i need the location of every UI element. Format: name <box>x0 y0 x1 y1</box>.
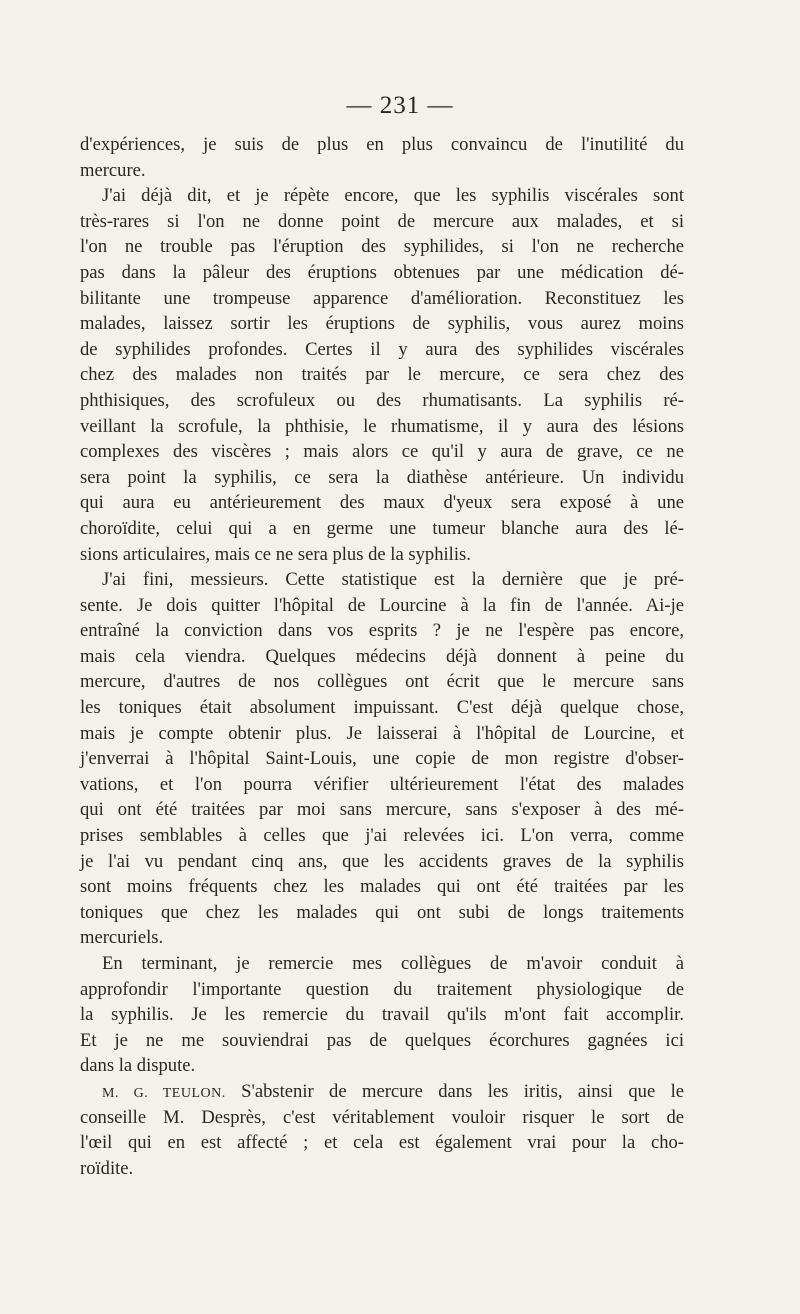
text-line: toniques que chez les malades qui ont subi de longs traitements <box>80 901 684 923</box>
text-line: entraîné la conviction dans vos esprits ? je ne l'espère pas encore, <box>80 620 684 642</box>
text-line: qui ont été traitées par moi sans mercure, sans s'exposer à des mé- <box>80 799 684 821</box>
page-number: — 231 — <box>346 92 454 119</box>
text-line: les toniques était absolument impuissant. C'est déjà quelque chose, <box>80 697 684 719</box>
text-line: l'on ne trouble pas l'éruption des syphilides, si l'on ne recherche <box>80 236 684 258</box>
text-line: dans la dispute. <box>80 1055 196 1077</box>
text-line: Et je ne me souviendrai pas de quelques écorchures gagnées ici <box>80 1029 684 1051</box>
text-line: vations, et l'on pourra vérifier ultérieurement l'état des malades <box>80 773 684 795</box>
text-line: de syphilides profondes. Certes il y aura des syphilides viscérales <box>80 338 684 360</box>
text-line: mercuriels. <box>80 927 164 949</box>
text-line: mercure, d'autres de nos collègues ont écrit que le mercure sans <box>80 671 684 693</box>
text-line: d'expériences, je suis de plus en plus convaincu de l'inutilité du <box>80 134 684 155</box>
text-line: prises semblables à celles que j'ai relevées ici. L'on verra, comme <box>80 825 684 847</box>
speaker-name: M. G. TEULON. <box>102 1085 226 1101</box>
speaker-text: S'abstenir de mercure dans les iritis, ainsi que le <box>225 1080 684 1102</box>
text-line: phthisiques, des scrofuleux ou des rhumatisants. La syphilis ré- <box>80 389 684 411</box>
text-line: très-rares si l'on ne donne point de mercure aux malades, et si <box>80 210 684 232</box>
text-line: choroïdite, celui qui a en germe une tumeur blanche aura des lé- <box>80 517 684 539</box>
text-line: pas dans la pâleur des éruptions obtenues par une médication dé- <box>80 261 684 283</box>
text-line: bilitante une trompeuse apparence d'amélioration. Reconstituez les <box>80 287 684 309</box>
text-line: sente. Je dois quitter l'hôpital de Lourcine à la fin de l'année. Ai-je <box>80 594 684 616</box>
text-line: je l'ai vu pendant cinq ans, que les accidents graves de la syphilis <box>80 850 684 872</box>
text-line: En terminant, je remercie mes collègues de m'avoir conduit à <box>102 953 684 974</box>
text-line: veillant la scrofule, la phthisie, le rhumatisme, il y aura des lésions <box>80 415 684 437</box>
text-line: chez des malades non traités par le mercure, ce sera chez des <box>80 364 684 386</box>
text-line: sions articulaires, mais ce ne sera plus de la syphilis. <box>80 543 471 565</box>
text-line: j'enverrai à l'hôpital Saint-Louis, une copie de mon registre d'obser- <box>80 748 684 770</box>
text-line: J'ai fini, messieurs. Cette statistique est la dernière que je pré- <box>102 569 684 591</box>
text-line: mercure. <box>80 159 146 181</box>
text-line: conseille M. Desprès, c'est véritablement vouloir risquer le sort de <box>80 1106 684 1128</box>
text-line: J'ai déjà dit, et je répète encore, que les syphilis viscérales sont <box>102 185 684 207</box>
text-line <box>80 1079 684 1105</box>
text-line: mais cela viendra. Quelques médecins déjà donnent à peine du <box>80 645 684 667</box>
text-line: mais je compte obtenir plus. Je laisserai à l'hôpital de Lourcine, et <box>80 722 684 744</box>
text-line: qui aura eu antérieurement des maux d'yeux sera exposé à une <box>80 492 684 514</box>
text-line: sont moins fréquents chez les malades qui ont été traitées par les <box>80 876 684 898</box>
text-line: la syphilis. Je les remercie du travail qu'ils m'ont fait accomplir. <box>80 1004 684 1026</box>
body-text <box>80 132 684 1181</box>
text-line: sera point la syphilis, ce sera la diathèse antérieure. Un individu <box>80 466 684 488</box>
text-line: roïdite. <box>80 1157 134 1179</box>
text-line: l'œil qui en est affecté ; et cela est également vrai pour la cho- <box>80 1132 684 1154</box>
text-line: malades, laissez sortir les éruptions de syphilis, vous aurez moins <box>80 313 684 335</box>
text-line: approfondir l'importante question du traitement physiologique de <box>80 978 684 1000</box>
text-line: complexes des viscères ; mais alors ce qu'il y aura de grave, ce ne <box>80 441 684 463</box>
